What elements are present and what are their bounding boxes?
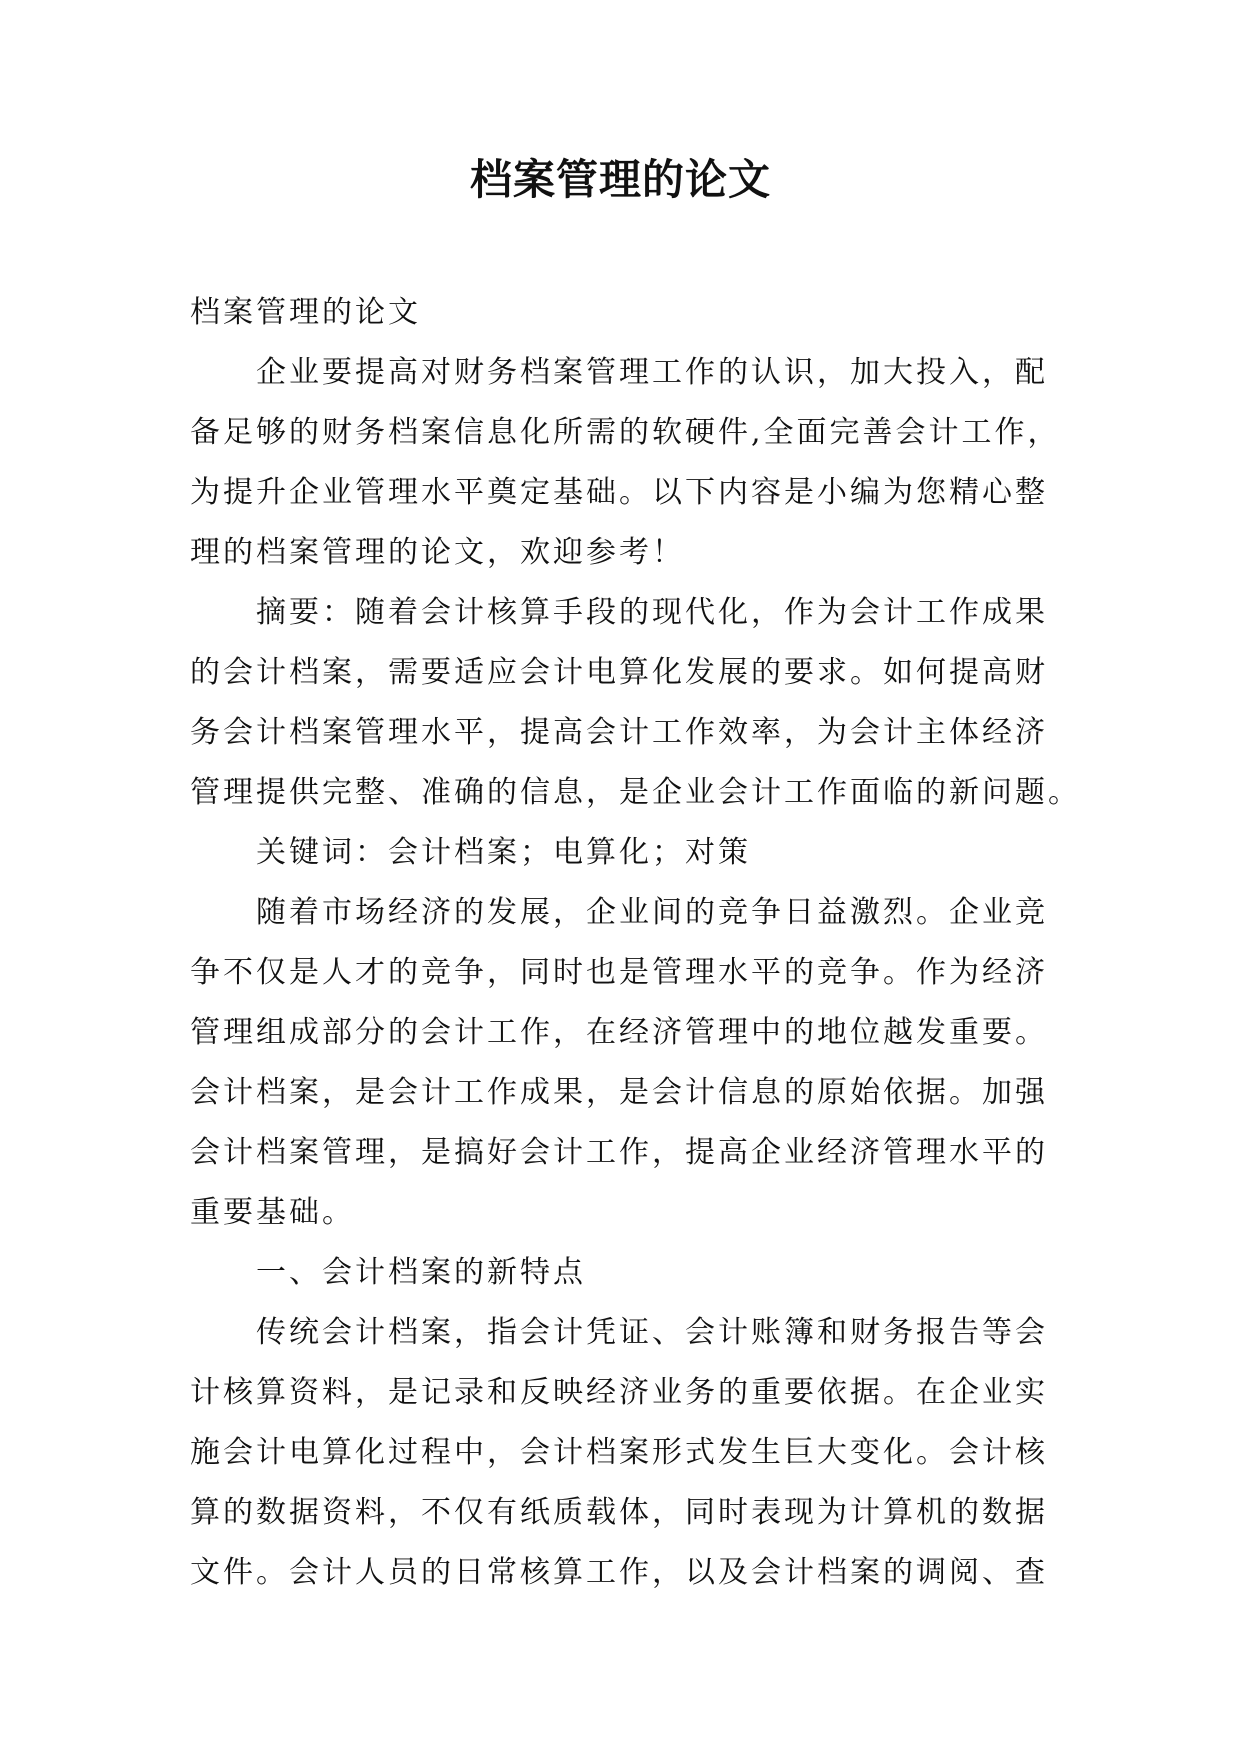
text-line-22: 文件。会计人员的日常核算工作，以及会计档案的调阅、查 [190, 1555, 1048, 1590]
text-line-3: 备足够的财务档案信息化所需的软硬件,全面完善会计工作， [190, 415, 1061, 450]
text-line-17: 一、会计档案的新特点 [256, 1255, 586, 1290]
text-line-6: 摘要：随着会计核算手段的现代化，作为会计工作成果 [256, 595, 1048, 630]
text-line-10: 关键词：会计档案；电算化；对策 [256, 835, 751, 870]
text-line-12: 争不仅是人才的竞争，同时也是管理水平的竞争。作为经济 [190, 955, 1048, 990]
text-line-11: 随着市场经济的发展，企业间的竞争日益激烈。企业竞 [256, 895, 1048, 930]
text-line-18: 传统会计档案，指会计凭证、会计账簿和财务报告等会 [256, 1315, 1048, 1350]
text-line-19: 计核算资料，是记录和反映经济业务的重要依据。在企业实 [190, 1375, 1048, 1410]
text-line-21: 算的数据资料，不仅有纸质载体，同时表现为计算机的数据 [190, 1495, 1048, 1530]
text-line-2: 企业要提高对财务档案管理工作的认识，加大投入，配 [256, 355, 1048, 390]
text-line-20: 施会计电算化过程中，会计档案形式发生巨大变化。会计核 [190, 1435, 1048, 1470]
text-line-4: 为提升企业管理水平奠定基础。以下内容是小编为您精心整 [190, 475, 1048, 510]
text-line-16: 重要基础。 [190, 1195, 355, 1230]
text-line-5: 理的档案管理的论文，欢迎参考！ [190, 535, 685, 570]
text-line-15: 会计档案管理，是搞好会计工作，提高企业经济管理水平的 [190, 1135, 1048, 1170]
text-line-13: 管理组成部分的会计工作，在经济管理中的地位越发重要。 [190, 1015, 1048, 1050]
text-line-9: 管理提供完整、准确的信息，是企业会计工作面临的新问题。 [190, 775, 1081, 810]
text-line-1: 档案管理的论文 [190, 295, 421, 330]
text-line-7: 的会计档案，需要适应会计电算化发展的要求。如何提高财 [190, 655, 1048, 690]
document-title: 档案管理的论文 [469, 155, 771, 204]
text-line-8: 务会计档案管理水平，提高会计工作效率，为会计主体经济 [190, 715, 1048, 750]
text-line-14: 会计档案，是会计工作成果，是会计信息的原始依据。加强 [190, 1075, 1048, 1110]
document-body [190, 283, 1081, 1603]
